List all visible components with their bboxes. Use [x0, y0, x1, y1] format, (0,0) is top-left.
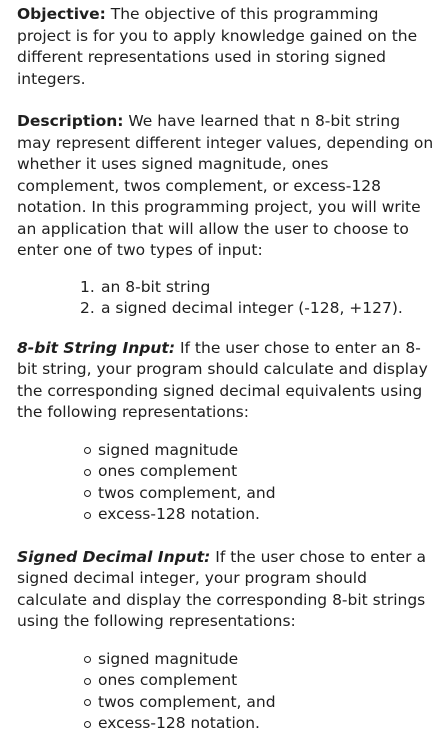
list-item-text: signed magnitude [98, 649, 239, 668]
bullet-icon [84, 469, 91, 476]
list-item [84, 713, 434, 735]
bullet-icon [84, 512, 91, 519]
list-item [84, 504, 434, 526]
list-item-text: excess-128 notation. [98, 505, 260, 523]
list-item [84, 649, 434, 671]
list-item-text: signed magnitude [98, 440, 239, 459]
list-item [84, 440, 434, 462]
input-types-list [17, 277, 434, 320]
bullet-icon [84, 721, 91, 728]
description-text: We have learned that n 8-bit string may represent different integer values, depending on whether it uses signed magnitude, ones complement, twos complement, or excess-128 notation. In this programming project, you will write an application that will allow the user to choose to enter one of two types of input: [17, 112, 434, 259]
list-item-text: a signed decimal integer (-128, +127). [101, 299, 403, 317]
list-item-text: ones complement [98, 671, 238, 689]
bullet-icon [84, 447, 91, 454]
list-number: 2. [80, 299, 95, 317]
objective-text: The objective of this programming project is for you to apply knowledge gained on the different representations used in storing signed integers. [17, 5, 418, 88]
bullet-icon [84, 656, 91, 663]
string-input-text: If the user chose to enter an 8-bit string, your program should calculate and display the corresponding signed decimal equivalents using the following representations: [17, 338, 428, 421]
string-input-paragraph [17, 338, 434, 424]
list-item [80, 298, 434, 320]
bullet-icon [84, 490, 91, 497]
list-item [84, 692, 434, 714]
decimal-input-text: If the user chose to enter a signed decimal integer, your program should calculate and display the corresponding 8-bit strings using the following representations: [17, 547, 426, 630]
description-heading: Description: [17, 112, 124, 130]
list-item [84, 483, 434, 505]
list-number: 1. [80, 277, 95, 296]
list-item-text: an 8-bit string [101, 277, 211, 296]
decimal-input-heading: Signed Decimal Input: [17, 547, 211, 566]
string-representations-list [17, 440, 434, 526]
bullet-icon [84, 699, 91, 706]
decimal-input-paragraph [17, 547, 434, 633]
list-item-text: twos complement, and [98, 692, 276, 711]
bullet-icon [84, 678, 91, 685]
objective-heading: Objective: [17, 5, 106, 23]
list-item [84, 461, 434, 483]
list-item-text: ones complement [98, 462, 238, 480]
string-input-heading: 8-bit String Input: [17, 338, 176, 357]
description-paragraph [17, 111, 434, 262]
list-item-text: twos complement, and [98, 483, 276, 502]
list-item [84, 670, 434, 692]
objective-paragraph [17, 4, 434, 90]
list-item-text: excess-128 notation. [98, 714, 260, 732]
list-item [80, 277, 434, 299]
decimal-representations-list [17, 649, 434, 735]
